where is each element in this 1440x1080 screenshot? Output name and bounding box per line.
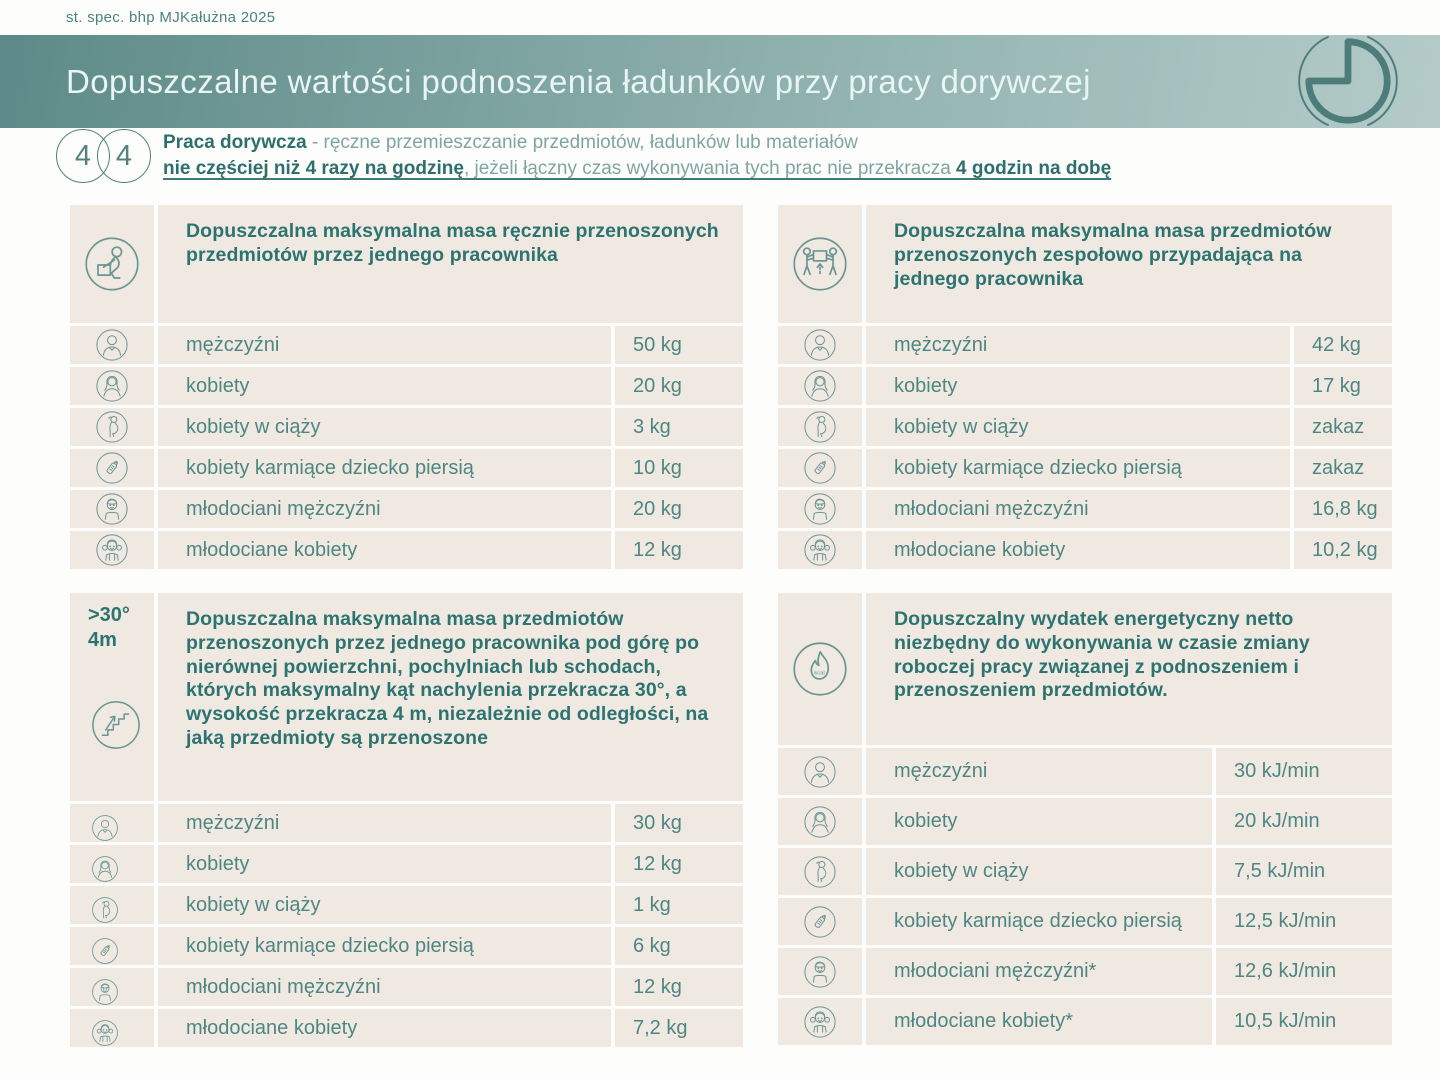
row-value: 12 kg: [615, 968, 743, 1006]
table-title: Dopuszczalna maksymalna masa ręcznie przenoszonych przedmiotów przez jednego pracownika: [186, 220, 719, 266]
intro-line-2: [163, 156, 1111, 182]
baby-bottle-icon: [803, 451, 837, 485]
row-value: 30 kg: [615, 804, 743, 842]
woman-icon: [803, 805, 837, 839]
row-value: 12 kg: [615, 845, 743, 883]
row-value: 30 kJ/min: [1216, 748, 1392, 795]
row-label: mężczyźni: [158, 804, 611, 842]
tables-grid: [70, 205, 1392, 1047]
table-row: [778, 531, 1392, 569]
row-label: mężczyźni: [866, 326, 1290, 364]
man-icon: [803, 755, 837, 789]
table-title: Dopuszczalna maksymalna masa przedmiotów przenoszonych zespołowo przypadająca na jednego pracownika: [894, 220, 1332, 290]
row-label: młodociane kobiety: [866, 531, 1290, 569]
row-label: mężczyźni: [866, 748, 1212, 795]
stairs-icon: [90, 699, 142, 751]
table-row: [778, 449, 1392, 487]
row-value: 12,5 kJ/min: [1216, 898, 1392, 945]
four-four-badge: [56, 129, 151, 183]
baby-bottle-icon: [803, 905, 837, 939]
intro-condition-frequency: nie częściej niż 4 razy na godzinę: [163, 158, 464, 179]
table-header: [778, 593, 1392, 745]
table-row: [70, 845, 743, 883]
table-icon-cell: [70, 205, 154, 323]
slope-height-label: 4m: [88, 629, 117, 651]
row-icon-cell: [778, 748, 862, 795]
row-icon-cell: [70, 367, 154, 405]
table-row: [70, 490, 743, 528]
row-label: kobiety: [866, 798, 1212, 845]
table-row: [778, 848, 1392, 895]
row-label: kobiety w ciąży: [866, 848, 1212, 895]
row-label: kobiety w ciąży: [158, 886, 611, 924]
intro-text: [163, 130, 1111, 182]
row-icon-cell: [70, 968, 154, 1006]
woman-icon: [95, 369, 129, 403]
woman-icon: [803, 369, 837, 403]
row-label: młodociani mężczyźni*: [866, 948, 1212, 995]
table-row: [70, 408, 743, 446]
row-value: 10,2 kg: [1294, 531, 1392, 569]
row-icon-cell: [778, 948, 862, 995]
row-value: 42 kg: [1294, 326, 1392, 364]
row-label: kobiety: [866, 367, 1290, 405]
young-woman-icon: [88, 1019, 122, 1047]
row-label: kobiety karmiące dziecko piersią: [866, 449, 1290, 487]
table-row: [70, 968, 743, 1006]
table-title-cell: [866, 593, 1392, 745]
row-value: 10 kg: [615, 449, 743, 487]
credit-line: st. spec. bhp MJKałużna 2025: [66, 9, 276, 26]
row-label: kobiety karmiące dziecko piersią: [158, 927, 611, 965]
row-label: młodociani mężczyźni: [866, 490, 1290, 528]
row-value: 16,8 kg: [1294, 490, 1392, 528]
row-value: 20 kg: [615, 367, 743, 405]
row-value: 10,5 kJ/min: [1216, 998, 1392, 1045]
row-value: 17 kg: [1294, 367, 1392, 405]
badge-circle-4-hours: 4: [97, 129, 151, 183]
intro-definition: [56, 129, 1111, 183]
row-icon-cell: [70, 804, 154, 842]
row-value: 7,2 kg: [615, 1009, 743, 1047]
row-label: młodociane kobiety: [158, 531, 611, 569]
slope-angle-label: >30°: [88, 604, 130, 626]
man-icon: [88, 814, 122, 842]
row-value: zakaz: [1294, 449, 1392, 487]
row-value: 12,6 kJ/min: [1216, 948, 1392, 995]
row-label: kobiety w ciąży: [866, 408, 1290, 446]
table-row: [70, 804, 743, 842]
intro-line-1: [163, 130, 1111, 156]
man-icon: [95, 328, 129, 362]
pregnant-woman-icon: [88, 896, 122, 924]
young-man-icon: [95, 492, 129, 526]
row-icon-cell: [70, 531, 154, 569]
row-value: 7,5 kJ/min: [1216, 848, 1392, 895]
row-label: kobiety karmiące dziecko piersią: [866, 898, 1212, 945]
table-row: [778, 326, 1392, 364]
row-value: 1 kg: [615, 886, 743, 924]
row-value: 50 kg: [615, 326, 743, 364]
row-label: kobiety: [158, 845, 611, 883]
flame-kcal-icon: [791, 640, 849, 698]
row-value: zakaz: [1294, 408, 1392, 446]
table-row: [778, 490, 1392, 528]
young-woman-icon: [803, 1005, 837, 1039]
table-row: [70, 326, 743, 364]
badge-circle-4-times: 4: [56, 129, 110, 183]
table-row: [70, 531, 743, 569]
table-row: [70, 1009, 743, 1047]
woman-icon: [88, 855, 122, 883]
row-icon-cell: [70, 449, 154, 487]
row-icon-cell: [778, 798, 862, 845]
row-icon-cell: [70, 886, 154, 924]
row-value: 12 kg: [615, 531, 743, 569]
clock-quarter-icon: [1296, 29, 1400, 133]
table-row: [70, 886, 743, 924]
young-man-icon: [803, 492, 837, 526]
row-value: 20 kJ/min: [1216, 798, 1392, 845]
title-band: [0, 35, 1440, 128]
row-label: młodociane kobiety: [158, 1009, 611, 1047]
table-icon-cell: [70, 593, 154, 801]
row-icon-cell: [70, 490, 154, 528]
table-header: [70, 205, 743, 323]
table-row: [778, 948, 1392, 995]
table-row: [778, 748, 1392, 795]
pregnant-woman-icon: [803, 410, 837, 444]
row-value: 20 kg: [615, 490, 743, 528]
pregnant-woman-icon: [803, 855, 837, 889]
table-icon-cell: [778, 593, 862, 745]
row-label: młodociani mężczyźni: [158, 968, 611, 1006]
row-label: kobiety w ciąży: [158, 408, 611, 446]
row-value: 3 kg: [615, 408, 743, 446]
intro-condition-daily: 4 godzin na dobę: [956, 158, 1112, 179]
person-lifting-box-icon: [83, 235, 141, 293]
table-energy-expenditure: [778, 593, 1392, 1045]
row-label: młodociane kobiety*: [866, 998, 1212, 1045]
young-woman-icon: [95, 533, 129, 567]
table-header: [778, 205, 1392, 323]
row-label: kobiety karmiące dziecko piersią: [158, 449, 611, 487]
row-icon-cell: [70, 326, 154, 364]
table-title-cell: [866, 205, 1392, 323]
man-icon: [803, 328, 837, 362]
table-row: [70, 927, 743, 965]
table-row: [778, 898, 1392, 945]
intro-definition-rest: - ręczne przemieszczanie przedmiotów, ładunków lub materiałów: [306, 132, 858, 154]
baby-bottle-icon: [95, 451, 129, 485]
row-icon-cell: [70, 408, 154, 446]
table-row: [778, 998, 1392, 1045]
table-team-carrying-mass: [778, 205, 1392, 569]
table-row: [70, 367, 743, 405]
row-icon-cell: [778, 998, 862, 1045]
table-row: [778, 367, 1392, 405]
baby-bottle-icon: [88, 937, 122, 965]
team-carrying-icon: [791, 235, 849, 293]
intro-condition-middle: , jeżeli łączny czas wykonywania tych prac nie przekracza: [463, 158, 957, 179]
table-header: [70, 593, 743, 801]
row-value: 6 kg: [615, 927, 743, 965]
table-row: [778, 798, 1392, 845]
row-icon-cell: [70, 1009, 154, 1047]
table-title: Dopuszczalny wydatek energetyczny netto niezbędny do wykonywania w czasie zmiany roboczej pracy związanej z podnoszeniem i przenoszeniem przedmiotów.: [894, 608, 1310, 702]
table-title-cell: [158, 593, 743, 801]
table-row: [70, 449, 743, 487]
row-icon-cell: [778, 449, 862, 487]
table-uphill-carrying-mass: [70, 593, 743, 1047]
table-single-worker-mass: [70, 205, 743, 569]
row-icon-cell: [778, 490, 862, 528]
pregnant-woman-icon: [95, 410, 129, 444]
table-icon-cell: [778, 205, 862, 323]
row-icon-cell: [778, 531, 862, 569]
table-title-cell: [158, 205, 743, 323]
row-icon-cell: [778, 848, 862, 895]
row-label: młodociani mężczyźni: [158, 490, 611, 528]
row-icon-cell: [70, 927, 154, 965]
row-label: mężczyźni: [158, 326, 611, 364]
young-man-icon: [803, 955, 837, 989]
table-title: Dopuszczalna maksymalna masa przedmiotów przenoszonych przez jednego pracownika pod górę po nierównej powierzchni, pochylniach lub schodach, których maksymalny kąt nachylenia przekracza 30°, a wysokość przekracza 4 m, niezależnie od odległości, na jaką przedmioty są przenoszone: [186, 608, 709, 749]
intro-term: Praca dorywcza: [163, 132, 307, 154]
young-woman-icon: [803, 533, 837, 567]
row-label: kobiety: [158, 367, 611, 405]
row-icon-cell: [778, 367, 862, 405]
row-icon-cell: [778, 898, 862, 945]
row-icon-cell: [778, 326, 862, 364]
young-man-icon: [88, 978, 122, 1006]
row-icon-cell: [70, 845, 154, 883]
row-icon-cell: [778, 408, 862, 446]
page-title: Dopuszczalne wartości podnoszenia ładunków przy pracy dorywczej: [66, 62, 1091, 100]
table-row: [778, 408, 1392, 446]
